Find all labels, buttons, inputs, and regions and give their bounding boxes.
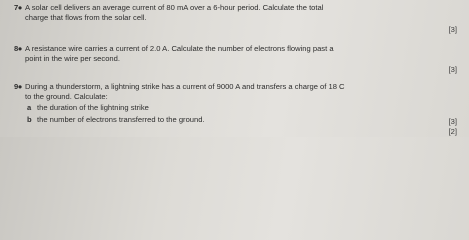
marks-label: [3] xyxy=(448,65,457,74)
marks-label: [3] xyxy=(448,117,457,126)
question-line: point in the wire per second. xyxy=(25,53,120,63)
question-8 xyxy=(0,44,469,74)
part-label: b xyxy=(27,115,32,124)
question-line: charge that flows from the solar cell. xyxy=(25,12,147,22)
question-text xyxy=(25,82,345,101)
question-line: to the ground. Calculate: xyxy=(25,91,108,101)
question-number: 9● xyxy=(14,82,22,91)
question-9b xyxy=(0,115,469,125)
question-7 xyxy=(0,3,469,33)
part-text: the number of electrons transferred to the ground. xyxy=(37,115,205,124)
question-number: 8● xyxy=(14,44,22,53)
question-number: 7● xyxy=(14,3,22,12)
question-9 xyxy=(0,82,469,137)
question-line: A solar cell delivers an average current of 80 mA over a 6-hour period. Calculate the total xyxy=(25,3,324,12)
part-text: the duration of the lightning strike xyxy=(37,103,149,112)
part-label: a xyxy=(27,103,32,112)
marks-label: [2] xyxy=(448,127,457,136)
question-line: A resistance wire carries a current of 2.0 A. Calculate the number of electrons flowing past a xyxy=(25,44,334,53)
marks-label: [3] xyxy=(448,25,457,34)
question-text xyxy=(25,44,334,63)
question-text xyxy=(25,3,323,22)
question-line: During a thunderstorm, a lightning strike has a current of 9000 A and transfers a charge of 18 C xyxy=(25,82,345,91)
question-9a xyxy=(0,103,469,113)
